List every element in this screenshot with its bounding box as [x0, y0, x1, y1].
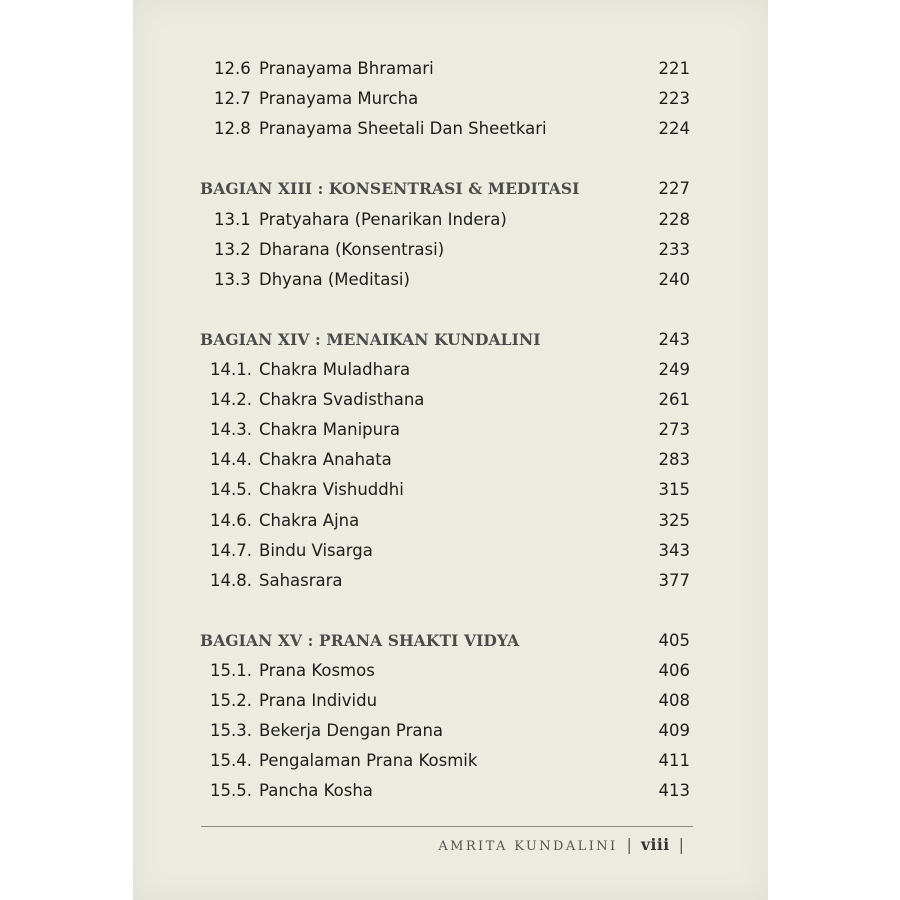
entry-number: 13.1 [214, 209, 251, 229]
section-title: BAGIAN XIV : MENAIKAN KUNDALINI [200, 329, 541, 349]
toc-entry [210, 776, 690, 806]
entry-page-number: 224 [658, 119, 690, 139]
entry-page-number: 240 [658, 269, 690, 289]
entry-page-number: 406 [658, 661, 690, 680]
toc-entry [210, 686, 690, 716]
entry-title: Prana Individu [259, 691, 378, 711]
toc-entry [214, 84, 690, 114]
toc-entry [210, 566, 690, 596]
entry-title: Bindu Visarga [259, 540, 373, 560]
entry-page-number: 221 [658, 59, 690, 78]
toc-section-heading [200, 325, 690, 355]
toc-section-heading [200, 626, 690, 656]
entry-number: 14.5. [210, 480, 252, 500]
entry-page-number: 283 [658, 450, 690, 470]
entry-page-number: 249 [658, 360, 690, 379]
toc-entry [214, 54, 690, 84]
toc-entry [214, 265, 690, 295]
entry-page-number: 377 [658, 570, 690, 590]
entry-number: 15.2. [210, 691, 252, 711]
entry-page-number: 261 [658, 390, 690, 410]
toc-entry [210, 475, 690, 505]
toc-section-heading [200, 174, 690, 204]
entry-title: Pranayama Murcha [259, 89, 419, 109]
entry-page-number: 409 [658, 721, 690, 741]
page-footer [438, 833, 693, 857]
entry-title: Chakra Ajna [259, 510, 360, 530]
entry-number: 13.3 [214, 269, 251, 289]
entry-title: Chakra Vishuddhi [259, 480, 404, 500]
toc-entry [210, 536, 690, 566]
toc-entry [210, 445, 690, 475]
entry-number: 14.1. [210, 360, 252, 379]
toc-entry [214, 205, 690, 235]
section-title: BAGIAN XIII : KONSENTRASI & MEDITASI [200, 179, 580, 199]
entry-number: 14.4. [210, 450, 252, 470]
entry-title: Chakra Muladhara [259, 360, 411, 379]
entry-number: 15.5. [210, 781, 252, 801]
section-page-number: 227 [658, 179, 690, 199]
toc-entry [210, 716, 690, 746]
entry-title: Chakra Svadisthana [259, 390, 425, 410]
entry-page-number: 223 [658, 89, 690, 109]
section-page-number: 405 [658, 630, 690, 650]
section-page-number: 243 [658, 329, 690, 349]
entry-title: Pancha Kosha [259, 781, 373, 801]
entry-page-number: 408 [658, 691, 690, 711]
entry-title: Bekerja Dengan Prana [259, 721, 444, 741]
entry-number: 14.2. [210, 390, 252, 410]
entry-title: Dhyana (Meditasi) [259, 269, 410, 289]
entry-title: Prana Kosmos [259, 661, 375, 680]
entry-title: Sahasrara [259, 570, 343, 590]
toc-entry [210, 506, 690, 536]
entry-number: 14.7. [210, 540, 252, 560]
entry-title: Chakra Manipura [259, 420, 400, 440]
entry-page-number: 228 [658, 209, 690, 229]
entry-title: Pratyahara (Penarikan Indera) [259, 209, 507, 229]
entry-title: Dharana (Konsentrasi) [259, 239, 445, 259]
footer-rule [201, 826, 693, 827]
entry-number: 13.2 [214, 239, 251, 259]
toc-entry [210, 355, 690, 385]
toc-entry [210, 656, 690, 686]
entry-page-number: 315 [658, 480, 690, 500]
entry-number: 14.6. [210, 510, 252, 530]
entry-page-number: 413 [658, 781, 690, 801]
entry-number: 14.3. [210, 420, 252, 440]
toc-entry [210, 385, 690, 415]
entry-page-number: 411 [658, 751, 690, 771]
entry-number: 12.6 [214, 59, 251, 78]
entry-number: 15.3. [210, 721, 252, 741]
entry-page-number: 343 [658, 540, 690, 560]
section-title: BAGIAN XV : PRANA SHAKTI VIDYA [200, 630, 520, 650]
entry-page-number: 325 [658, 510, 690, 530]
footer-page-number: viii [640, 835, 670, 854]
entry-number: 12.8 [214, 119, 251, 139]
entry-title: Pranayama Bhramari [259, 59, 434, 78]
toc-entry [214, 114, 690, 144]
footer-book-title: AMRITA KUNDALINI [438, 839, 618, 854]
entry-number: 15.1. [210, 661, 252, 680]
toc-entry [210, 746, 690, 776]
toc-entry [214, 235, 690, 265]
entry-page-number: 233 [658, 239, 690, 259]
entry-number: 15.4. [210, 751, 252, 771]
entry-title: Pranayama Sheetali Dan Sheetkari [259, 119, 547, 139]
entry-title: Chakra Anahata [259, 450, 392, 470]
entry-number: 12.7 [214, 89, 251, 109]
entry-page-number: 273 [658, 420, 690, 440]
footer-separator-left: | [626, 835, 632, 854]
toc-entry [210, 415, 690, 445]
entry-title: Pengalaman Prana Kosmik [259, 751, 478, 771]
entry-number: 14.8. [210, 570, 252, 590]
footer-separator-right: | [678, 835, 684, 854]
